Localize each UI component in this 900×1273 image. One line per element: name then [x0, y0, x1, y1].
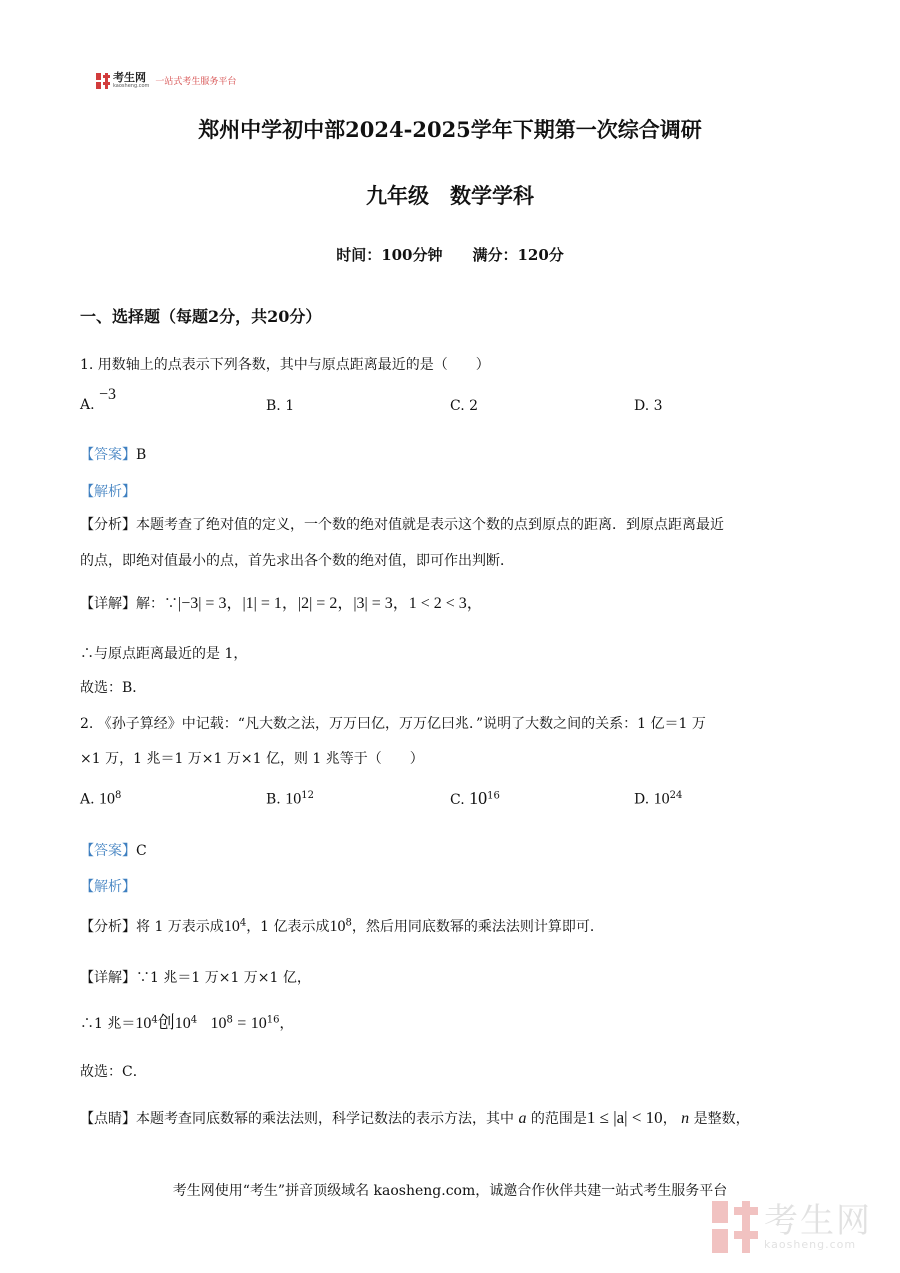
option-exponent: 12	[301, 790, 314, 801]
q2-detail: 【详解】∵1 兆＝1 万×1 万×1 亿，	[80, 970, 311, 986]
q1-detail	[80, 590, 483, 613]
q1-conclusion: ∴与原点距离最近的是 1，	[80, 646, 248, 662]
document-subtitle: 九年级 数学学科	[366, 183, 534, 208]
q1-option-a	[80, 386, 117, 414]
calc-equals: =	[237, 1015, 247, 1032]
detail-label: 【详解】解：∵	[80, 596, 178, 612]
fenxi-text: ，然后用同底数幂的乘法法则计算即可．	[351, 919, 604, 935]
dianjing-var: a	[518, 1110, 527, 1127]
dianjing-text: 【点睛】本题考查同底数幂的乘法法则，科学记数法的表示方法，其中	[80, 1111, 514, 1127]
option-base: 10	[285, 790, 302, 808]
q2-option-a	[80, 790, 121, 809]
q2-stem: 2. 《孙子算经》中记载：“凡大数之法，万万曰亿，万万亿曰兆．”说明了大数之间的关系：1 亿＝1 万	[80, 716, 706, 732]
dianjing-range: 1 ≤ |a| < 10	[586, 1108, 663, 1127]
dianjing-text: 是整数，	[693, 1111, 750, 1127]
option-value: 3	[653, 398, 663, 414]
power-exponent: 8	[345, 917, 352, 929]
option-value: −3	[99, 386, 117, 403]
fenxi-text: ，1 亿表示成	[246, 919, 330, 935]
section-title: 一、选择题（每题2分，共20分）	[80, 307, 322, 326]
power-base: 10	[329, 918, 346, 935]
q1-stem: 1. 用数轴上的点表示下列各数，其中与原点距离最近的是（ ）	[80, 357, 490, 373]
q1-option-c	[450, 398, 478, 414]
fenxi-text: 【分析】将 1 万表示成	[80, 919, 224, 935]
q2-option-c	[450, 788, 500, 809]
document-title: 郑州中学初中部2024-2025学年下期第一次综合调研	[198, 117, 702, 142]
q2-option-d	[634, 790, 682, 809]
answer-tag: 【答案】	[80, 447, 136, 463]
option-base: 10	[653, 790, 670, 808]
option-base: 10	[99, 790, 116, 808]
q1-fenxi-cont: 的点，即绝对值最小的点，首先求出各个数的绝对值，即可作出判断．	[80, 553, 514, 569]
dianjing-n: n	[681, 1110, 690, 1127]
q2-fenxi: 【分析】将 1 万表示成$10^4$，1 亿表示成$10^8$，然后用同底数幂的乘法法则计算即可．	[80, 917, 604, 935]
calc-result-exponent: 16	[266, 1014, 280, 1026]
detail-math: |−3| = 3，|1| = 1，|2| = 2，|3| = 3，1 < 2 < 3，	[178, 595, 483, 612]
q2-analysis-tag: 【解析】	[80, 879, 136, 895]
exam-meta: 时间：100分钟 满分：120分	[336, 246, 564, 264]
q1-choose: 故选：B．	[80, 680, 147, 696]
calc-garbled: 创	[157, 1013, 175, 1033]
option-label: C.	[450, 792, 465, 808]
answer-tag: 【答案】	[80, 843, 136, 859]
option-label: A.	[80, 397, 95, 413]
answer-value: C	[136, 843, 147, 859]
option-label: B.	[266, 791, 281, 808]
option-exponent: 16	[487, 790, 500, 802]
answer-value: B	[136, 447, 147, 463]
q2-choose: 故选：C．	[80, 1064, 147, 1080]
option-label: D.	[634, 791, 650, 808]
watermark	[712, 1201, 872, 1253]
logo-slogan: 一站式考生服务平台	[155, 77, 237, 87]
q1-option-b	[266, 398, 294, 414]
kaosheng-logo-icon	[96, 73, 110, 89]
option-value: 1	[285, 398, 295, 414]
watermark-name: 考生网	[764, 1200, 872, 1241]
q2-dianjing: 【点睛】本题考查同底数幂的乘法法则，科学记数法的表示方法，其中 a 的范围是1 ≤ |a| < 10， n 是整数，	[80, 1108, 750, 1127]
option-label: D.	[634, 398, 650, 414]
logo-name: 考生网	[113, 71, 146, 84]
q1-answer	[80, 444, 146, 464]
option-label: B.	[266, 398, 281, 414]
q2-calculation: ∴1 兆$=10^4$创$10^4$ $10^8 = 10^{16}$，	[80, 1013, 294, 1033]
calc-prefix: ∴1 兆＝	[80, 1016, 136, 1032]
q2-answer	[80, 840, 147, 860]
option-label: A.	[80, 791, 95, 808]
q1-fenxi: 【分析】本题考查了绝对值的定义，一个数的绝对值就是表示这个数的点到原点的距离．到原点距离最近	[80, 517, 724, 533]
option-exponent: 24	[669, 790, 683, 801]
q2-stem-cont: ×1 万，1 兆＝1 万×1 万×1 亿，则 1 兆等于（ ）	[80, 751, 424, 767]
power-base: 10	[223, 918, 240, 935]
option-base: 10	[469, 788, 488, 808]
watermark-domain: kaosheng.com	[764, 1237, 857, 1251]
kaosheng-watermark-icon	[712, 1201, 758, 1253]
option-label: C.	[450, 398, 465, 414]
option-value: 2	[469, 398, 479, 414]
dianjing-text: 的范围是	[530, 1111, 587, 1127]
q2-option-b	[266, 790, 314, 809]
logo-domain: kaosheng.com	[113, 83, 150, 89]
option-exponent: 8	[115, 790, 122, 801]
q1-analysis-tag: 【解析】	[80, 484, 136, 500]
q1-option-d	[634, 398, 663, 414]
calc-exponent: 8	[226, 1014, 233, 1026]
page-footer: 考生网使用“考生”拼音顶级域名 kaosheng.com，诚邀合作伙伴共建一站式考生服务平台	[172, 1183, 728, 1199]
header-logo	[96, 72, 236, 89]
